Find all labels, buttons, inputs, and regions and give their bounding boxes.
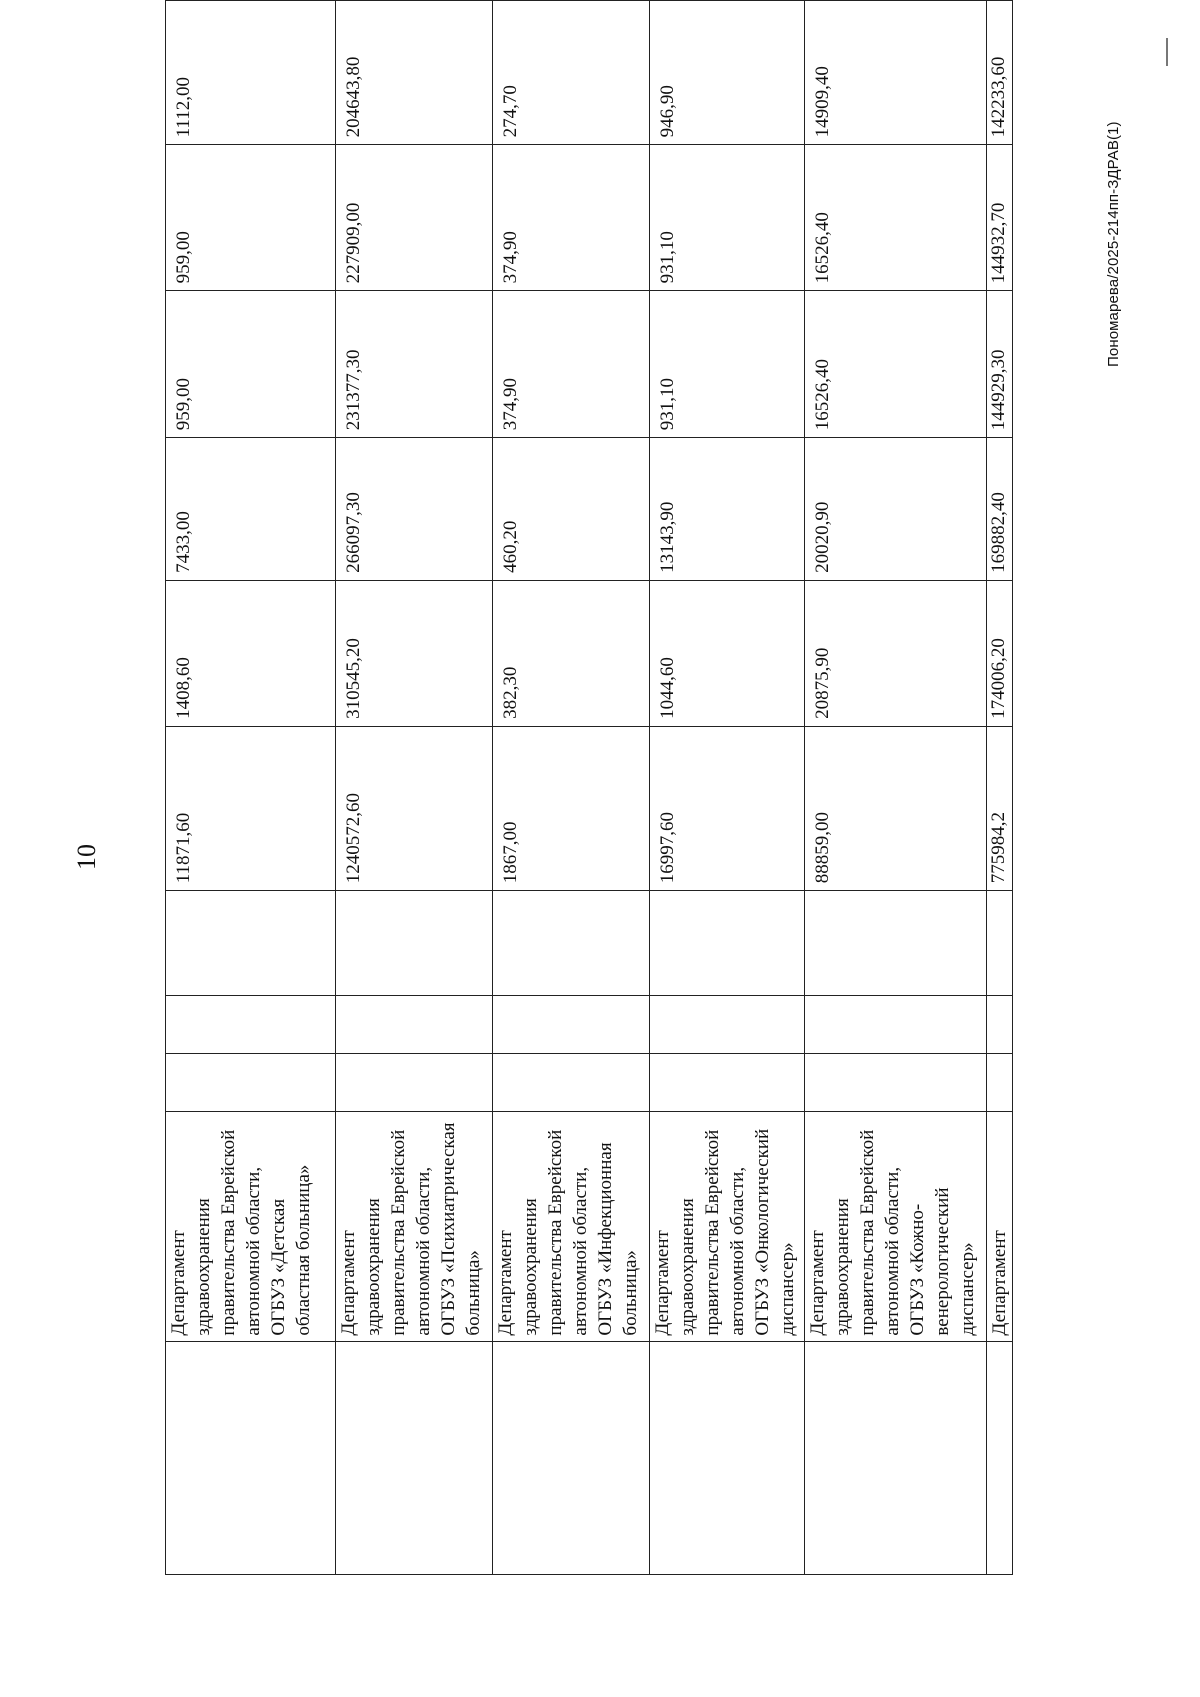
value-cell: 1240572,60 xyxy=(336,726,493,890)
org-line: здравоохранения xyxy=(520,1198,541,1336)
value-cell: 16526,40 xyxy=(805,145,987,291)
org-line: Департамент xyxy=(338,1230,359,1336)
table-cell-empty xyxy=(336,891,493,996)
table-row xyxy=(987,1,1013,1575)
value-cell: 231377,30 xyxy=(336,291,493,438)
value-cell: 374,90 xyxy=(493,145,650,291)
table-cell-empty xyxy=(493,996,650,1054)
table-cell-empty xyxy=(987,891,1013,996)
value-cell: 460,20 xyxy=(493,438,650,581)
value-cell: 174006,20 xyxy=(987,580,1013,726)
value-cell: 1867,00 xyxy=(493,726,650,890)
value-cell: 144929,30 xyxy=(987,291,1013,438)
org-line: диспансер» xyxy=(777,1242,798,1336)
org-line: Департамент xyxy=(652,1230,673,1336)
budget-table-container xyxy=(165,0,1013,1575)
table-cell-empty xyxy=(805,1341,987,1574)
table-cell-empty xyxy=(805,996,987,1054)
org-line: больница» xyxy=(463,1250,484,1336)
document-code: Пономарева/2025-214пп-ЗДРАВ(1) xyxy=(1105,121,1122,367)
org-cell xyxy=(987,1112,1013,1341)
org-line: автономной области, xyxy=(570,1166,591,1336)
table-cell-empty xyxy=(805,891,987,996)
value-cell: 16526,40 xyxy=(805,291,987,438)
org-line: ОГБУЗ «Кожно- xyxy=(907,1203,928,1336)
org-line: ОГБУЗ «Психиатрическая xyxy=(438,1122,459,1336)
table-cell-empty xyxy=(650,891,805,996)
org-line: Департамент xyxy=(495,1230,516,1336)
table-row xyxy=(650,1,805,1575)
value-cell: 1044,60 xyxy=(650,580,805,726)
value-cell: 142233,60 xyxy=(987,1,1013,145)
org-cell xyxy=(805,1112,987,1341)
table-cell-empty xyxy=(336,1341,493,1574)
org-line: правительства Еврейской xyxy=(857,1129,878,1336)
org-cell xyxy=(493,1112,650,1341)
org-line: больница» xyxy=(620,1250,641,1336)
table-cell-empty xyxy=(336,996,493,1054)
value-cell: 1408,60 xyxy=(166,580,336,726)
value-cell: 775984,2 xyxy=(987,726,1013,890)
value-cell: 13143,90 xyxy=(650,438,805,581)
table-cell-empty xyxy=(650,1054,805,1112)
value-cell: 14909,40 xyxy=(805,1,987,145)
table-cell-empty xyxy=(166,891,336,996)
table-cell-empty xyxy=(336,1054,493,1112)
scan-mark xyxy=(1166,38,1168,66)
value-cell: 7433,00 xyxy=(166,438,336,581)
table-cell-empty xyxy=(650,996,805,1054)
value-cell: 959,00 xyxy=(166,291,336,438)
org-line: правительства Еврейской xyxy=(388,1129,409,1336)
org-line: автономной области, xyxy=(243,1166,264,1336)
org-line: автономной области, xyxy=(413,1166,434,1336)
table-cell-empty xyxy=(987,996,1013,1054)
value-cell: 204643,80 xyxy=(336,1,493,145)
value-cell: 88859,00 xyxy=(805,726,987,890)
org-line: Департамент xyxy=(168,1230,189,1336)
table-cell-empty xyxy=(805,1054,987,1112)
table-cell-empty xyxy=(166,1054,336,1112)
org-line: Департамент xyxy=(807,1230,828,1336)
budget-table xyxy=(165,0,1013,1575)
table-cell-empty xyxy=(650,1341,805,1574)
org-line: диспансер» xyxy=(957,1242,978,1336)
org-line: ОГБУЗ «Инфекционная xyxy=(595,1142,616,1336)
org-line: Департамент xyxy=(989,1230,1010,1336)
org-line: правительства Еврейской xyxy=(545,1129,566,1336)
org-line: венерологический xyxy=(932,1187,953,1336)
table-cell-empty xyxy=(493,1054,650,1112)
table-cell-empty xyxy=(987,1341,1013,1574)
org-line: ОГБУЗ «Онкологический xyxy=(752,1128,773,1336)
value-cell: 374,90 xyxy=(493,291,650,438)
value-cell: 931,10 xyxy=(650,291,805,438)
value-cell: 931,10 xyxy=(650,145,805,291)
value-cell: 20875,90 xyxy=(805,580,987,726)
org-line: ОГБУЗ «Детская xyxy=(268,1198,289,1336)
org-cell xyxy=(166,1112,336,1341)
page-number: 10 xyxy=(72,844,101,870)
org-line: областная больница» xyxy=(293,1164,314,1336)
value-cell: 382,30 xyxy=(493,580,650,726)
org-cell xyxy=(650,1112,805,1341)
table-cell-empty xyxy=(166,1341,336,1574)
org-line: здравоохранения xyxy=(193,1198,214,1336)
org-line: автономной области, xyxy=(727,1166,748,1336)
table-cell-empty xyxy=(166,996,336,1054)
value-cell: 169882,40 xyxy=(987,438,1013,581)
value-cell: 20020,90 xyxy=(805,438,987,581)
table-row xyxy=(166,1,336,1575)
value-cell: 227909,00 xyxy=(336,145,493,291)
value-cell: 11871,60 xyxy=(166,726,336,890)
table-cell-empty xyxy=(987,1054,1013,1112)
value-cell: 144932,70 xyxy=(987,145,1013,291)
value-cell: 16997,60 xyxy=(650,726,805,890)
value-cell: 266097,30 xyxy=(336,438,493,581)
table-row xyxy=(336,1,493,1575)
org-line: правительства Еврейской xyxy=(218,1129,239,1336)
org-cell xyxy=(336,1112,493,1341)
table-cell-empty xyxy=(493,891,650,996)
value-cell: 959,00 xyxy=(166,145,336,291)
table-row xyxy=(805,1,987,1575)
value-cell: 274,70 xyxy=(493,1,650,145)
value-cell: 310545,20 xyxy=(336,580,493,726)
org-line: здравоохранения xyxy=(832,1198,853,1336)
value-cell: 1112,00 xyxy=(166,1,336,145)
org-line: правительства Еврейской xyxy=(702,1129,723,1336)
table-row xyxy=(493,1,650,1575)
org-line: здравоохранения xyxy=(677,1198,698,1336)
org-line: здравоохранения xyxy=(363,1198,384,1336)
table-cell-empty xyxy=(493,1341,650,1574)
org-line: автономной области, xyxy=(882,1166,903,1336)
value-cell: 946,90 xyxy=(650,1,805,145)
